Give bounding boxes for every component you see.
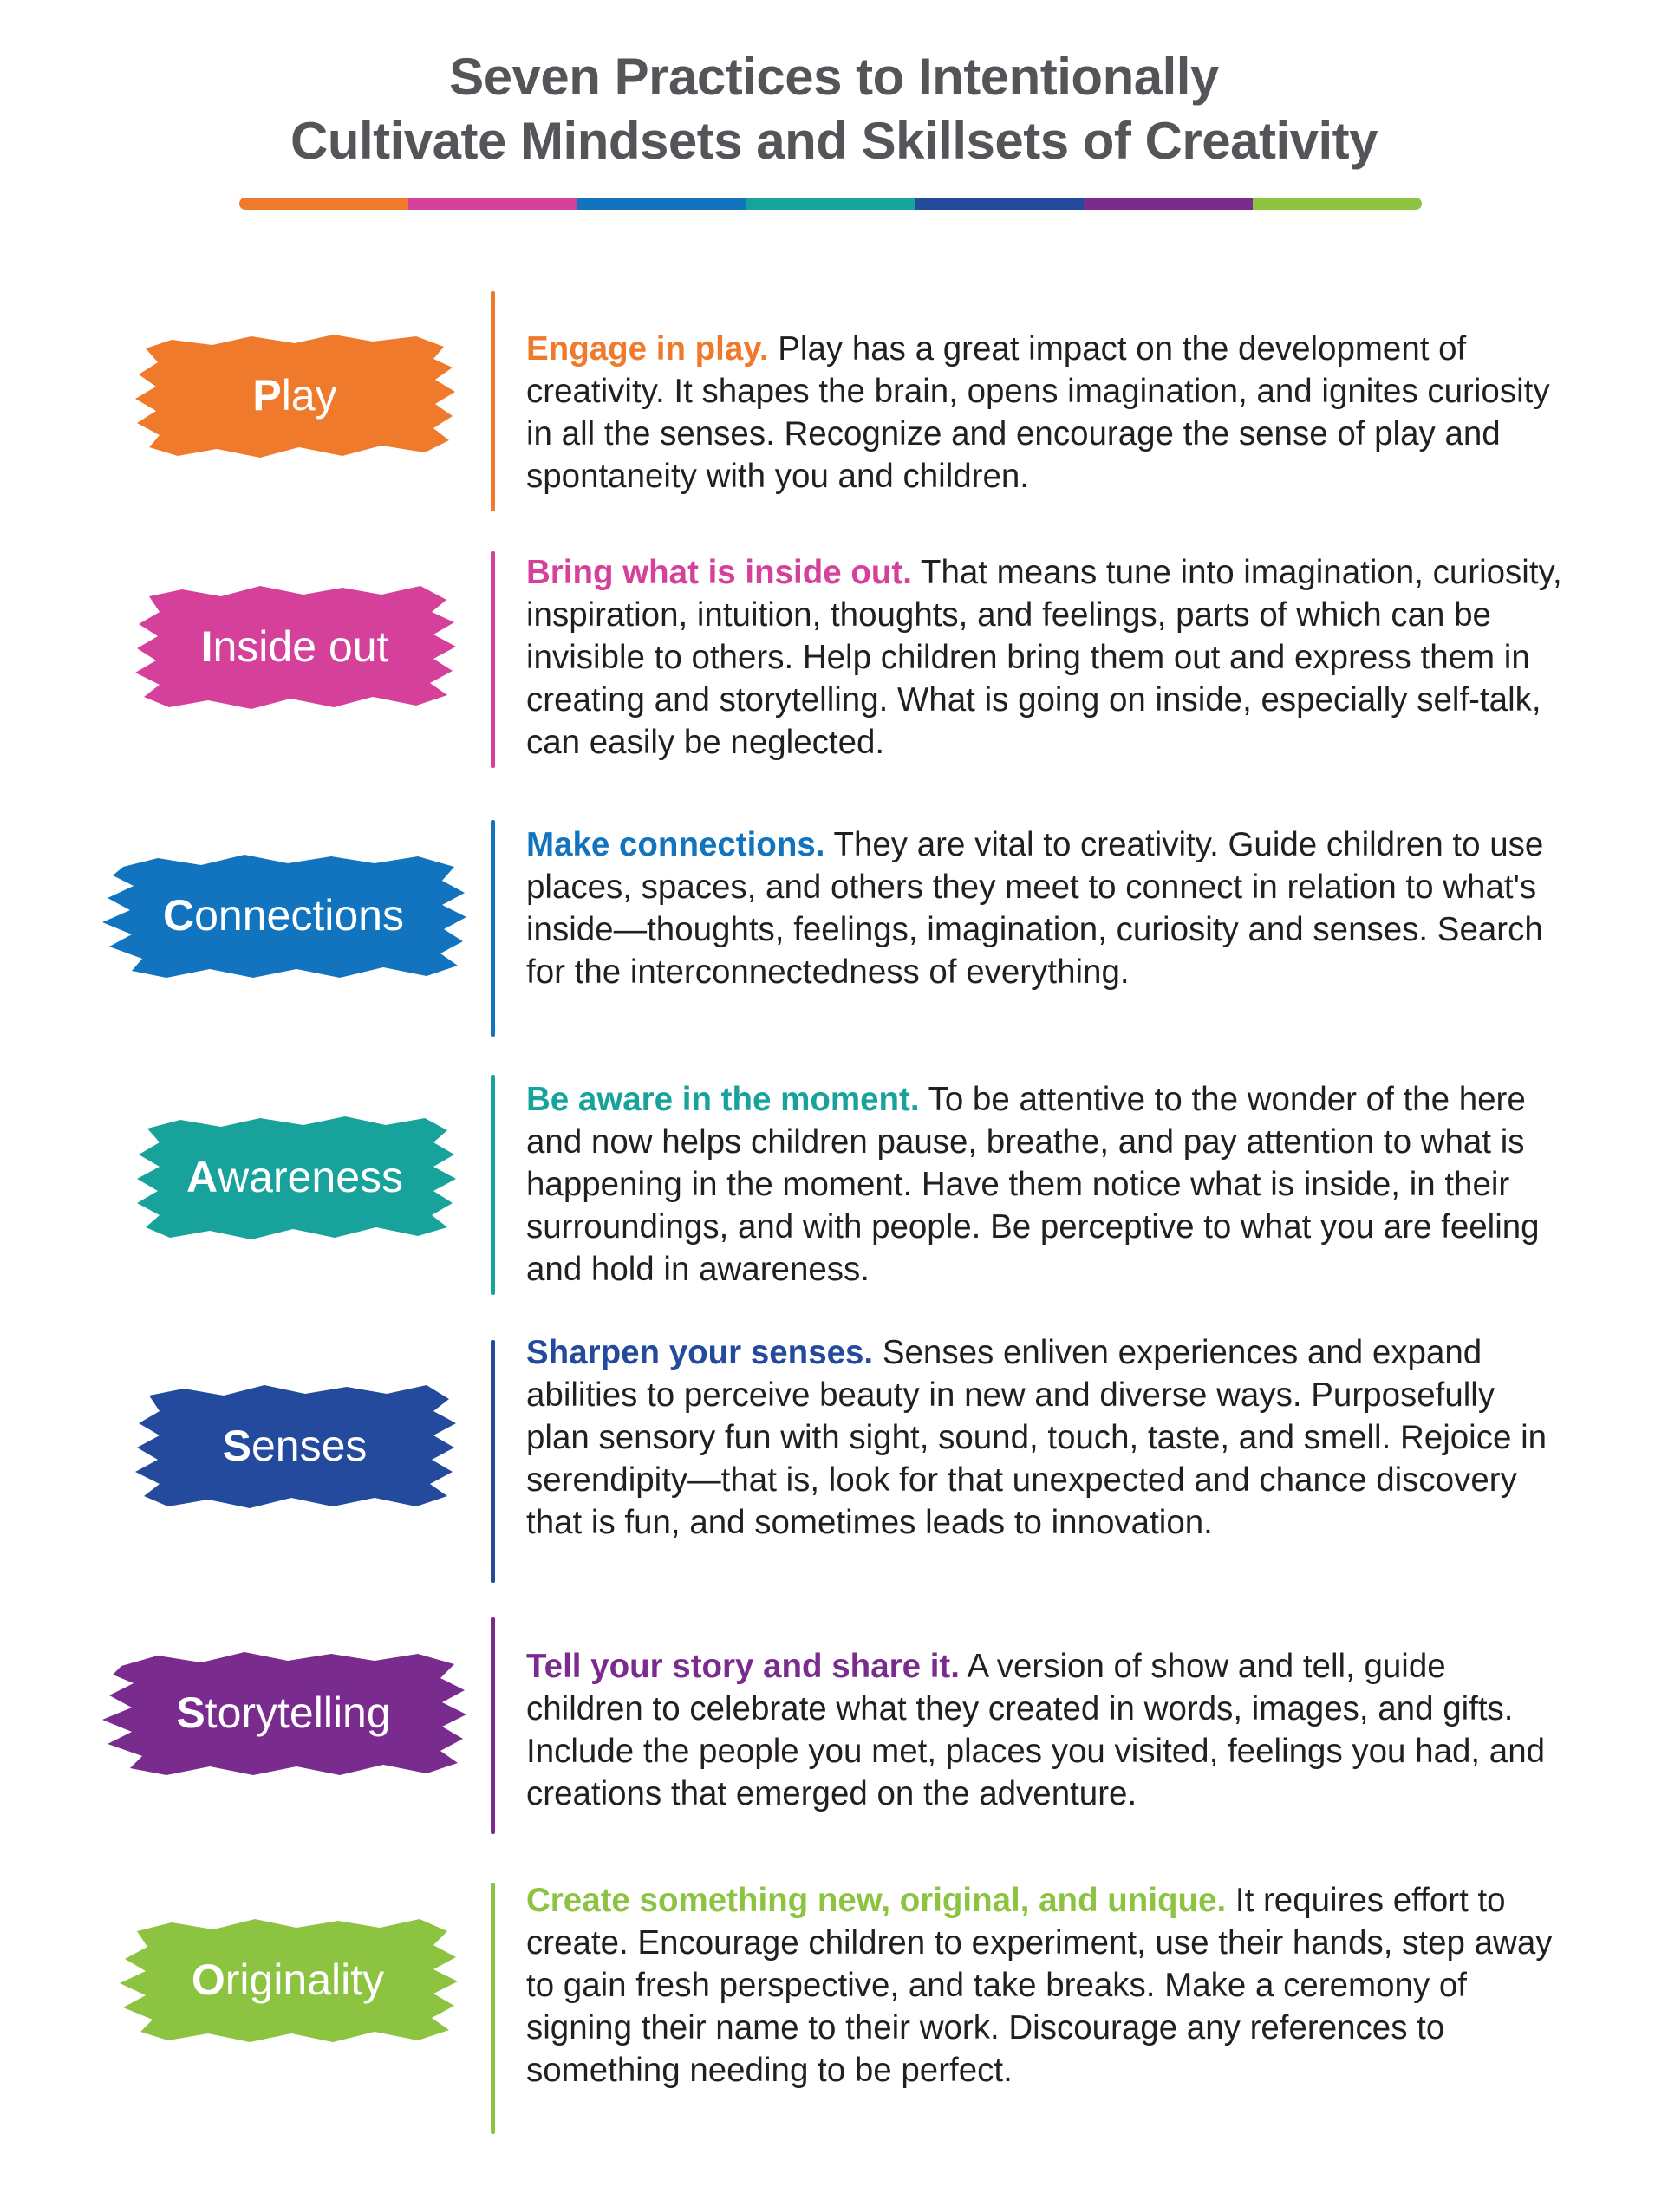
divider-line-play [491,291,495,511]
divider-segment-pink [408,198,577,210]
divider-segment-teal [746,198,915,210]
practice-lead-storytelling: Tell your story and share it. [526,1648,960,1685]
brush-label-connections: C onnections [163,891,404,940]
practice-lead-connections: Make connections. [526,826,825,863]
practice-text-originality [526,1879,1567,2092]
practice-lead-senses: Sharpen your senses. [526,1334,874,1371]
divider-line-storytelling [491,1617,495,1834]
practice-text-senses [526,1331,1567,1544]
practice-lead-originality: Create something new, original, and unique. [526,1882,1227,1919]
practice-body-inside-out: That means tune into imagination, curiosity, inspiration, intuition, thoughts, and feelings, parts of which can be invisible to others. Help children bring them out and express them in creating and storytelling. What is going on inside, especially self-talk, can easily be neglected. [526,554,1562,761]
divider-segment-orange [239,198,408,210]
brush-badge-awareness [130,1111,459,1243]
brush-label-storytelling: S torytelling [176,1688,391,1737]
brush-badge-inside-out [130,581,459,712]
divider-segment-blue [577,198,746,210]
brush-badge-connections [97,849,470,981]
divider-line-inside-out [491,551,495,768]
divider-segment-navy [915,198,1084,210]
practice-body-play: Play has a great impact on the development of creativity. It shapes the brain, opens imagination, and ignites curiosity in all the senses. Recognize and encourage the sense of play and spontaneity with you and children. [526,330,1550,495]
brush-badge-senses [130,1380,459,1512]
brush-label-originality: O riginality [191,1955,385,2004]
divider-segment-green [1253,198,1422,210]
brush-label-inside-out: I nside out [200,622,389,671]
practice-body-storytelling: A version of show and tell, guide children to celebrate what they created in words, images, and gifts. Include the people you met, places you visited, feelings you had, and creations that emerged on the adventure. [526,1648,1546,1812]
brush-label-play: P lay [252,371,337,420]
divider-line-originality [491,1883,495,2134]
rainbow-divider [239,198,1422,210]
practice-text-play [526,328,1567,498]
brush-badge-play [130,329,459,461]
brush-badge-originality [114,1914,461,2046]
practice-text-connections [526,823,1567,993]
divider-line-connections [491,820,495,1037]
practice-lead-awareness: Be aware in the moment. [526,1081,920,1118]
practice-lead-play: Engage in play. [526,330,769,368]
practice-lead-inside-out: Bring what is inside out. [526,554,912,591]
divider-line-awareness [491,1075,495,1295]
divider-line-senses [491,1340,495,1583]
practice-text-awareness [526,1078,1567,1291]
title-line-2: Cultivate Mindsets and Skillsets of Creativity [290,112,1378,170]
brush-label-awareness: A wareness [186,1153,404,1201]
practice-body-awareness: To be attentive to the wonder of the here and now helps children pause, breathe, and pay attention to what is happening in the moment. Have them notice what is inside, in their surroundings, and with people. Be perceptive to what you are feeling and hold in awareness. [526,1081,1540,1288]
practice-body-connections: They are vital to creativity. Guide children to use places, spaces, and others they meet to connect in relation to what's inside—thoughts, feelings, imagination, curiosity and senses. Search for the interconnectedness of everything. [526,826,1544,991]
page-title [0,45,1668,173]
divider-segment-purple [1084,198,1253,210]
practice-text-storytelling [526,1645,1567,1815]
practice-body-senses: Senses enliven experiences and expand abilities to perceive beauty in new and diverse ways. Purposefully plan sensory fun with sight, sound, touch, taste, and smell. Rejoice in serendipity—that is, look for that unexpected and chance discovery that is fun, and sometimes leads to innovation. [526,1334,1547,1541]
brush-label-senses: S enses [222,1422,368,1470]
brush-badge-storytelling [97,1647,470,1779]
title-line-1: Seven Practices to Intentionally [449,48,1219,106]
practice-body-originality: It requires effort to create. Encourage children to experiment, use their hands, step away to gain fresh perspective, and take breaks. Make a ceremony of signing their name to their work. Discourage any references to something needing to be perfect. [526,1882,1553,2089]
practice-text-inside-out [526,551,1567,764]
